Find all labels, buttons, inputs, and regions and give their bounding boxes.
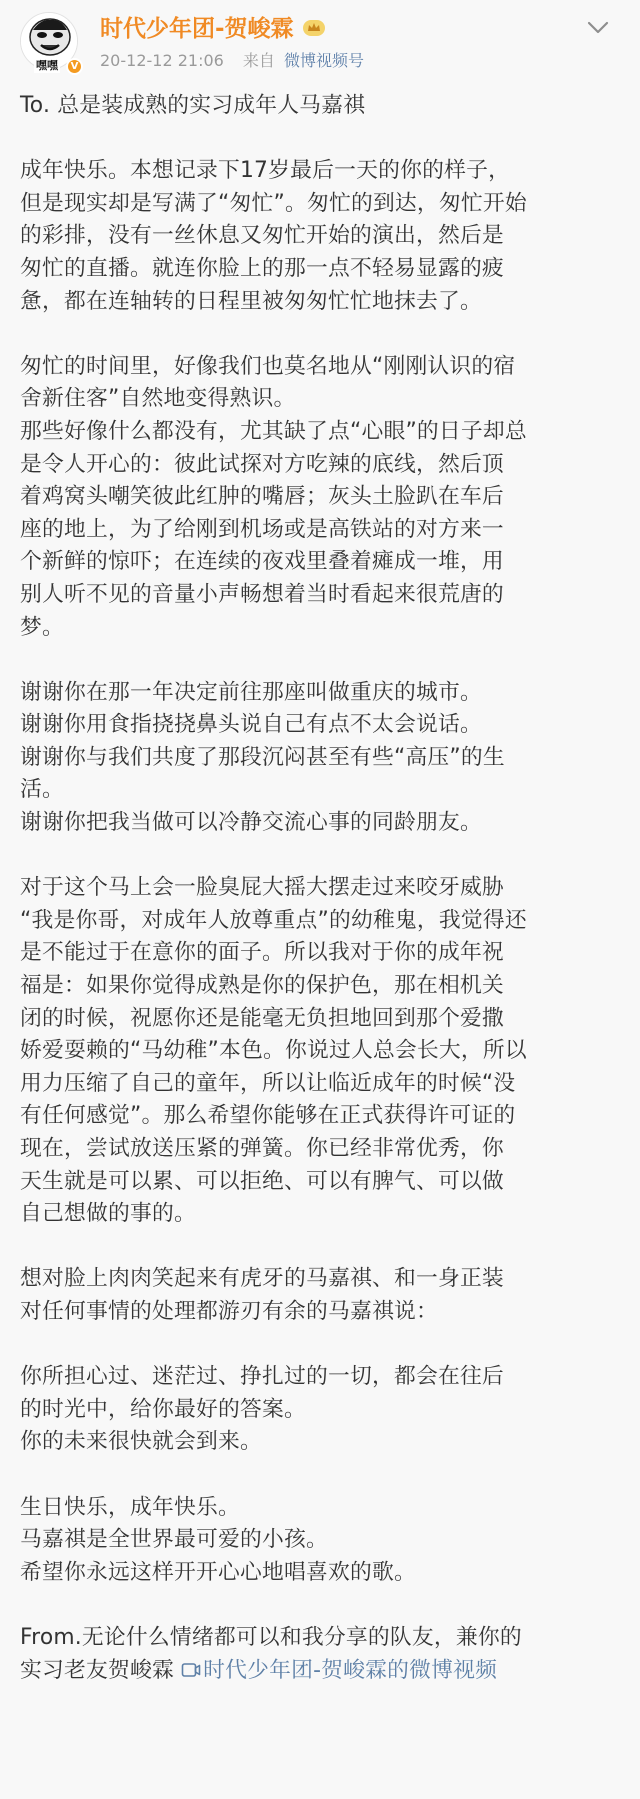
greeting-line: To. 总是装成熟的实习成年人马嘉祺: [20, 93, 366, 118]
paragraph-5: [20, 1263, 624, 1328]
post-content: [20, 90, 624, 1687]
avatar-caption: 嘿嘿: [36, 59, 58, 72]
text-line: 是令人开心的：彼此试探对方吃辣的底线，然后顶: [20, 451, 504, 477]
text-line: 匆忙的时间里，好像我们也莫名地从“刚刚认识的宿: [20, 353, 516, 379]
post-source[interactable]: 微博视频号: [284, 51, 365, 70]
text-line: 匆忙的直播。就连你脸上的那一点不轻易显露的疲: [20, 255, 504, 281]
text-line: 着鸡窝头嘲笑彼此红肿的嘴唇；灰头土脸趴在车后: [20, 484, 504, 510]
text-line: 谢谢你在那一年决定前往那座叫做重庆的城市。: [20, 679, 482, 705]
text-line: 但是现实却是写满了“匆忙”。匆忙的到达，匆忙开始: [20, 190, 527, 216]
author-name-row: [100, 14, 326, 44]
paragraph-6: [20, 1361, 624, 1459]
greeting-paragraph: [20, 90, 624, 123]
text-line: 那些好像什么都没有，尤其缺了点“心眼”的日子却总: [20, 418, 527, 444]
text-line: 舍新住客”自然地变得熟识。: [20, 386, 296, 412]
source-prefix: 来自: [242, 51, 275, 70]
paragraph-3: [20, 677, 624, 840]
video-icon: [181, 1662, 201, 1678]
text-line: 生日快乐，成年快乐。: [20, 1494, 240, 1520]
post-meta: [100, 50, 378, 72]
closing-text: 实习老友贺峻霖: [20, 1657, 182, 1683]
text-line: 的时光中，给你最好的答案。: [20, 1396, 306, 1422]
chevron-down-icon: [584, 16, 612, 40]
text-line: “我是你哥，对成年人放尊重点”的幼稚鬼，我觉得还: [20, 907, 527, 933]
vip-crown-icon: [302, 18, 326, 38]
text-line: 你的未来很快就会到来。: [20, 1429, 262, 1455]
text-line: 成年快乐。本想记录下17岁最后一天的你的样子，: [20, 158, 511, 184]
text-line: 天生就是可以累、可以拒绝、可以有脾气、可以做: [20, 1168, 504, 1194]
text-line: 惫，都在连轴转的日程里被匆匆忙忙地抹去了。: [20, 288, 482, 314]
text-line: 用力压缩了自己的童年，所以让临近成年的时候“没: [20, 1070, 516, 1096]
verified-badge-icon: V: [66, 58, 83, 75]
text-line: 的彩排，没有一丝休息又匆忙开始的演出，然后是: [20, 223, 504, 249]
text-line: 希望你永远这样开开心心地唱喜欢的歌。: [20, 1559, 416, 1585]
text-line: 对于这个马上会一脸臭屁大摇大摆走过来咬牙威胁: [20, 875, 504, 901]
closing-paragraph: [20, 1622, 624, 1687]
text-line: 你所担心过、迷茫过、挣扎过的一切，都会在往后: [20, 1364, 504, 1390]
paragraph-4: [20, 872, 624, 1231]
text-line: 谢谢你把我当做可以冷静交流心事的同龄朋友。: [20, 810, 482, 836]
more-options-button[interactable]: [584, 16, 612, 40]
post-timestamp[interactable]: 20-12-12 21:06: [100, 51, 224, 70]
text-line: 想对脸上肉肉笑起来有虎牙的马嘉祺、和一身正装: [20, 1266, 504, 1292]
closing-line-with-link: [20, 1655, 624, 1688]
text-line: 谢谢你与我们共度了那段沉闷甚至有些“高压”的生: [20, 744, 505, 770]
text-line: 谢谢你用食指挠挠鼻头说自己有点不太会说话。: [20, 712, 482, 738]
text-line: 别人听不见的音量小声畅想着当时看起来很荒唐的: [20, 581, 504, 607]
text-line: 现在，尝试放送压紧的弹簧。你已经非常优秀，你: [20, 1136, 504, 1161]
text-line: 闭的时候，祝愿你还是能毫无负担地回到那个爱撒: [20, 1005, 504, 1031]
paragraph-2: [20, 351, 624, 644]
video-link-label: 时代少年团-贺峻霖的微博视频: [203, 1657, 498, 1683]
text-line: 活。: [20, 777, 64, 803]
closing-line: From.无论什么情绪都可以和我分享的队友，兼你的: [20, 1624, 522, 1650]
text-line: 自己想做的事的。: [20, 1201, 196, 1227]
text-line: 座的地上，为了给刚到机场或是高铁站的对方来一: [20, 516, 504, 542]
text-line: 福是：如果你觉得成熟是你的保护色，那在相机关: [20, 973, 504, 999]
text-line: 个新鲜的惊吓；在连续的夜戏里叠着瘫成一堆，用: [20, 549, 504, 575]
text-line: 是不能过于在意你的面子。所以我对于你的成年祝: [20, 940, 504, 966]
text-line: 对任何事情的处理都游刃有余的马嘉祺说：: [20, 1298, 438, 1324]
paragraph-7: [20, 1492, 624, 1590]
video-link[interactable]: [181, 1658, 497, 1683]
text-line: 梦。: [20, 614, 64, 640]
text-line: 马嘉祺是全世界最可爱的小孩。: [20, 1527, 328, 1553]
text-line: 有任何感觉”。那么希望你能够在正式获得许可证的: [20, 1103, 516, 1129]
text-line: 娇爱耍赖的“马幼稚”本色。你说过人总会长大，所以: [20, 1038, 527, 1064]
post-header: [0, 0, 640, 90]
author-name[interactable]: 时代少年团-贺峻霖: [100, 16, 294, 42]
paragraph-1: [20, 155, 624, 318]
